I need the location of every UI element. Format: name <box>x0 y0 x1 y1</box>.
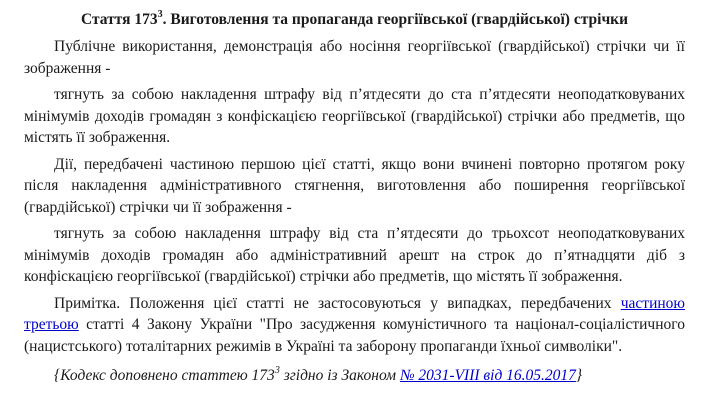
amendment-note-superscript: 3 <box>274 364 280 376</box>
law-article-link[interactable]: частиною третьою <box>24 294 685 333</box>
article-title <box>24 10 685 30</box>
paragraph-note <box>24 293 685 358</box>
amendment-note-after: } <box>575 367 583 384</box>
amending-law-link[interactable]: № 2031-VIII від 16.05.2017 <box>399 367 576 384</box>
amendment-note <box>24 365 685 387</box>
paragraph-1: Публічне використання, демонстрація або носіння георгіївської (гвардійської) стрічки чи її зображення - <box>24 38 685 77</box>
amendment-note-before: {Кодекс доповнено статтею 173 <box>54 367 275 384</box>
amendment-note-middle: згідно із Законом <box>279 367 400 384</box>
paragraph-note-text-before: Примітка. Положення цієї статті не застосовуються у випадках, передбачених <box>54 294 621 312</box>
article-title-prefix: Стаття 173 <box>80 11 158 28</box>
paragraph-3: Дії, передбачені частиною першою цієї статті, якщо вони вчинені повторно протягом року після накладення адміністративного стягнення, виготовлення або поширення георгіївської (гвардійської) стрічки чи її зображення - <box>24 155 685 216</box>
paragraph-4: тягнуть за собою накладення штрафу від ста п’ятдесяти до трьохсот неоподатковуваних мінімумів доходів громадян або адміністративний арешт на строк до п’ятнадцяти діб з конфіскацією георгіївської (гвардійської) стрічки або предметів, що містять її зображення. <box>24 225 685 285</box>
article-title-text: . Виготовлення та пропаганда георгіївської (гвардійської) стрічки <box>162 11 629 28</box>
article-title-superscript: 3 <box>157 8 163 20</box>
paragraph-2: тягнуть за собою накладення штрафу від п’ятдесяти до ста п’ятдесяти неоподатковуваних мінімумів доходів громадян з конфіскацією георгіївської (гвардійської) стрічки або предметів, що містять її зображення. <box>24 86 685 146</box>
paragraph-note-text-after: статті 4 Закону України "Про засудження комуністичного та націонал-соціалістичного (нацистського) тоталітарних режимів в Україні та заборону пропаганди їхньої символіки". <box>24 316 685 355</box>
